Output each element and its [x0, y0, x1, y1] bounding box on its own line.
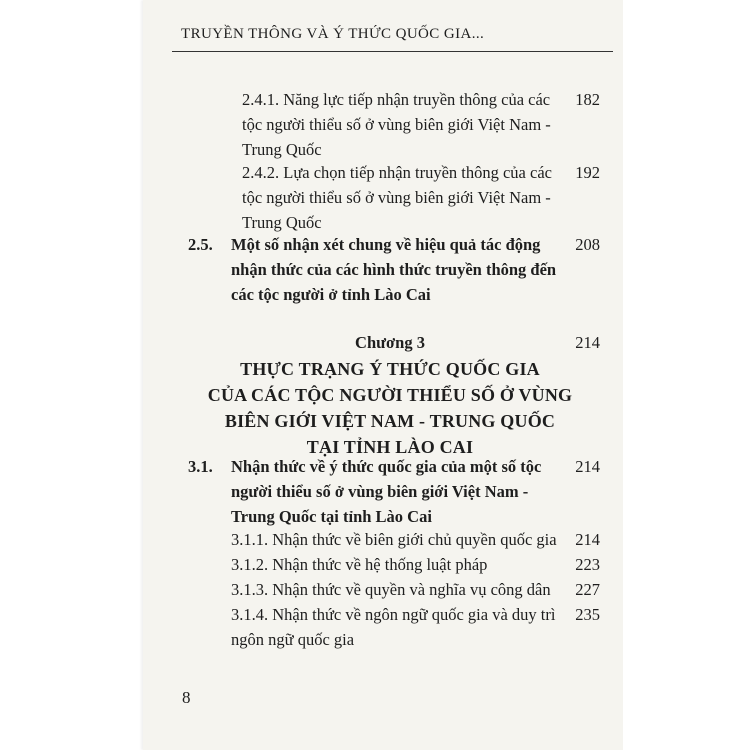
section-number-2-5: 2.5.	[188, 235, 213, 254]
toc-entry-3-1-3	[231, 577, 551, 602]
entry-line: 3.1.1. Nhận thức về biên giới chủ quyền quốc gia	[231, 530, 557, 549]
toc-entry-3-1	[231, 454, 541, 529]
toc-entry-2-4-1	[242, 87, 551, 162]
toc-entry-3-1-4	[231, 602, 555, 652]
toc-entry-3-1-2	[231, 552, 487, 577]
section-number-3-1: 3.1.	[188, 457, 213, 476]
folio-page-number: 8	[182, 688, 191, 707]
entry-line: 3.1.4. Nhận thức về ngôn ngữ quốc gia và duy trì	[231, 605, 556, 624]
page-number-3-1-4: 235	[575, 605, 600, 624]
entry-line: các tộc người ở tỉnh Lào Cai	[231, 285, 431, 304]
entry-line: 3.1.3. Nhận thức về quyền và nghĩa vụ công dân	[231, 580, 551, 599]
entry-line: nhận thức của các hình thức truyền thông đến	[231, 260, 557, 279]
entry-line: 2.4.1. Năng lực tiếp nhận truyền thông của các	[242, 90, 551, 109]
page-number-3-1-2: 223	[575, 555, 600, 574]
chapter-title-line: THỰC TRẠNG Ý THỨC QUỐC GIA	[240, 359, 540, 379]
entry-line: Một số nhận xét chung về hiệu quả tác động	[231, 235, 541, 254]
entry-line: tộc người thiểu số ở vùng biên giới Việt Nam -	[242, 115, 551, 134]
chapter-label: Chương 3	[355, 333, 425, 352]
toc-entry-2-5	[231, 232, 556, 307]
toc-entry-2-4-2	[242, 160, 552, 235]
page-number-chapter-3: 214	[575, 333, 600, 352]
page-number-2-4-2: 192	[575, 163, 600, 182]
chapter-title-line: CỦA CÁC TỘC NGƯỜI THIỂU SỐ Ở VÙNG	[207, 385, 573, 405]
header-rule	[172, 51, 613, 52]
entry-line: Trung Quốc	[242, 140, 322, 159]
chapter-title-line: BIÊN GIỚI VIỆT NAM - TRUNG QUỐC	[224, 411, 556, 431]
toc-entry-3-1-1	[231, 527, 557, 552]
page-number-3-1-1: 214	[575, 530, 600, 549]
entry-line: tộc người thiểu số ở vùng biên giới Việt Nam -	[242, 188, 551, 207]
running-head: TRUYỀN THÔNG VÀ Ý THỨC QUỐC GIA...	[181, 26, 485, 42]
entry-line: Trung Quốc tại tỉnh Lào Cai	[231, 507, 432, 526]
page-number-3-1: 214	[575, 457, 600, 476]
chapter-title-line: TẠI TỈNH LÀO CAI	[306, 437, 474, 457]
entry-line: người thiểu số ở vùng biên giới Việt Nam -	[231, 482, 529, 501]
entry-line: ngôn ngữ quốc gia	[231, 630, 355, 649]
page-number-3-1-3: 227	[575, 580, 600, 599]
entry-line: 2.4.2. Lựa chọn tiếp nhận truyền thông của các	[242, 163, 552, 182]
page-number-2-4-1: 182	[575, 90, 600, 109]
chapter-title	[180, 356, 600, 460]
entry-line: 3.1.2. Nhận thức về hệ thống luật pháp	[231, 555, 488, 574]
page-number-2-5: 208	[575, 235, 600, 254]
entry-line: Trung Quốc	[242, 213, 322, 232]
entry-line: Nhận thức về ý thức quốc gia của một số tộc	[231, 457, 542, 476]
